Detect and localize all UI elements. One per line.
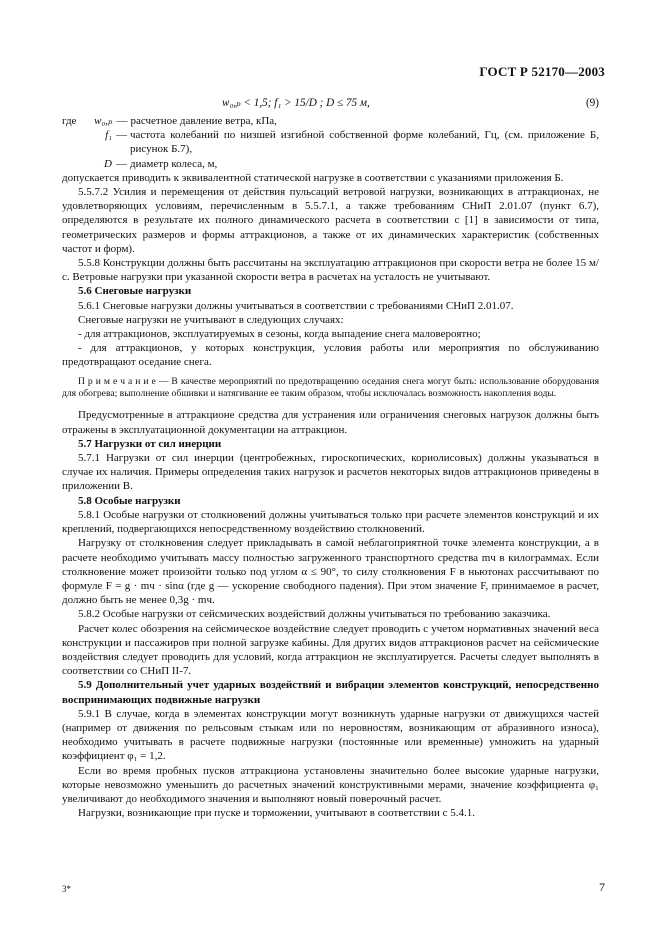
definitions-lead: где bbox=[62, 115, 77, 127]
paragraph-5-8-1: 5.8.1 Особые нагрузки от столкновений должны учитываться только при расчете элементов конструкций и их креплений, подвергающихся непосредственному воздействию столкновений. bbox=[62, 508, 599, 536]
paragraph: Нагрузку от столкновения следует прикладывать в самой неблагоприятной точке элемента конструкции, а в расчете необходимо учитывать массу полностью загруженного транспортного средства mч в килограммах. Если столкновение может произойти только под углом α ≤ 90°, то силу столкновения F в ньютонах рассчитывают по формуле F = g · mч · sinα (где g — ускорение свободного падения). При этом значение F, принимаемое в расчет, должно быть не менее 0,3g · mч. bbox=[62, 537, 599, 607]
list-item: - для аттракционов, эксплуатируемых в сезоны, когда выпадение снега маловероятно; bbox=[78, 328, 481, 341]
list-item: - для аттракционов, у которых конструкция, условия работы или мероприятия по обслуживанию предотвращают оседание снега. bbox=[62, 342, 599, 369]
section-heading-5-7: 5.7 Нагрузки от сил инерции bbox=[78, 437, 222, 450]
definition-text: частота колебаний по низшей изгибной собственной форме колебаний, Гц, (см. приложение Б, рисунок Б.7), bbox=[130, 129, 599, 156]
definition-text: диаметр колеса, м, bbox=[130, 157, 218, 170]
paragraph: допускается приводить к эквивалентной статической нагрузке в соответствии с указаниями приложения Б. bbox=[62, 171, 564, 184]
section-heading-5-9: 5.9 Дополнительный учет ударных воздействий и вибрации элементов конструкций, непосредственно воспринимающих подвижные нагрузки bbox=[62, 679, 599, 706]
paragraph-5-5-8: 5.5.8 Конструкции должны быть рассчитаны на эксплуатацию аттракционов при скорости ветра не более 15 м/с. Ветровые нагрузки при указанной скорости ветра в расчетах на усталость не учитывают. bbox=[62, 257, 599, 284]
paragraph: Предусмотренные в аттракционе средства для устранения или ограничения снеговых нагрузок должны быть отражены в эксплуатационной документации на аттракцион. bbox=[62, 409, 599, 436]
equation-row bbox=[62, 94, 599, 112]
paragraph-5-7-1: 5.7.1 Нагрузки от сил инерции (центробежных, гироскопических, кориолисовых) должны указываться в случае их наличия. Примеры определения таких нагрузок и расчетов некоторых видов аттракционов приведены в приложении В. bbox=[62, 452, 599, 493]
page-number: 7 bbox=[599, 880, 605, 894]
paragraph-5-8-2: 5.8.2 Особые нагрузки от сейсмических воздействий должны учитываться по требованию заказчика. bbox=[78, 608, 551, 621]
definition-text: расчетное давление ветра, кПа, bbox=[130, 115, 277, 127]
definition-symbol: D bbox=[104, 157, 112, 170]
paragraph-5-5-7-2: 5.5.7.2 Усилия и перемещения от действия пульсаций ветровой нагрузки, возникающих в аттракционах, не удовлетворяющих условиям, перечисленным в 5.5.7.1, а также требованиям СНиП 2.01.07 (пункт 6.7), определяются в результате их полного динамического расчета в соответствии с [1] в зависимости от типа, геометрических размеров и формы аттракционов, а также от их динамических характеристик (собственных частот и форм). bbox=[62, 186, 599, 255]
standard-code: ГОСТ Р 52170—2003 bbox=[479, 64, 605, 79]
symbol-definitions: где w₀,ₚ — расчетное давление ветра, кПа, f₁ — частота колебаний по низшей изгибной собственной форме колебаний, Гц, (см. приложение Б, рисунок Б.7), D — диаметр колеса, м, bbox=[62, 115, 599, 170]
section-heading-5-6: 5.6 Снеговые нагрузки bbox=[78, 285, 192, 298]
section-heading-5-8: 5.8 Особые нагрузки bbox=[78, 494, 181, 507]
equation-number: (9) bbox=[585, 97, 599, 109]
document-body bbox=[62, 94, 599, 820]
paragraph: Снеговые нагрузки не учитывают в следующих случаях: bbox=[78, 313, 344, 326]
paragraph-5-6-1: 5.6.1 Снеговые нагрузки должны учитываться в соответствии с требованиями СНиП 2.01.07. bbox=[78, 299, 514, 312]
definition-symbol: w₀,ₚ bbox=[94, 115, 113, 127]
paragraph: Нагрузки, возникающие при пуске и торможении, учитывают в соответствии с 5.4.1. bbox=[78, 807, 475, 820]
paragraph: Расчет колес обозрения на сейсмическое воздействие следует проводить с учетом нормативных значений веса конструкции и пассажиров при полной загрузке кабины. Для других видов аттракционов расчет на сейсмические воздействия следует проводить для условий, когда аттракцион не эксплуатируется. Расчеты следует выполнять в соответствии со СНиП II-7. bbox=[62, 622, 599, 678]
note: П р и м е ч а н и е — В качестве мероприятий по предотвращению оседания снега могут быть: использование оборудования для обогрева; выполнение обшивки и натягивание ее таким образом, чтобы исключалась возможность накопления воды. bbox=[62, 375, 599, 400]
equation-9: w₀,ₚ < 1,5; f₁ > 15/D ; D ≤ 75 м, bbox=[222, 97, 370, 109]
sheet-mark: 3* bbox=[62, 884, 71, 894]
definition-symbol: f₁ bbox=[105, 129, 112, 142]
paragraph: Если во время пробных пусков аттракциона установлены значительно более высокие ударные нагрузки, которые невозможно уменьшить до расчетных значений конструктивными мерами, значение коэффициента φ₁ увеличивают до необходимого значения и выполняют новый поверочный расчет. bbox=[62, 764, 599, 805]
paragraph-5-9-1: 5.9.1 В случае, когда в элементах конструкции могут возникнуть ударные нагрузки от движущихся частей (например от движения по рельсовым стыкам или по неровностям, возникающим от абразивного износа), необходимо учитывать в расчете подвижные нагрузки (постоянные или временные) умножить на ударный коэффициент φ₁ = 1,2. bbox=[62, 707, 599, 763]
